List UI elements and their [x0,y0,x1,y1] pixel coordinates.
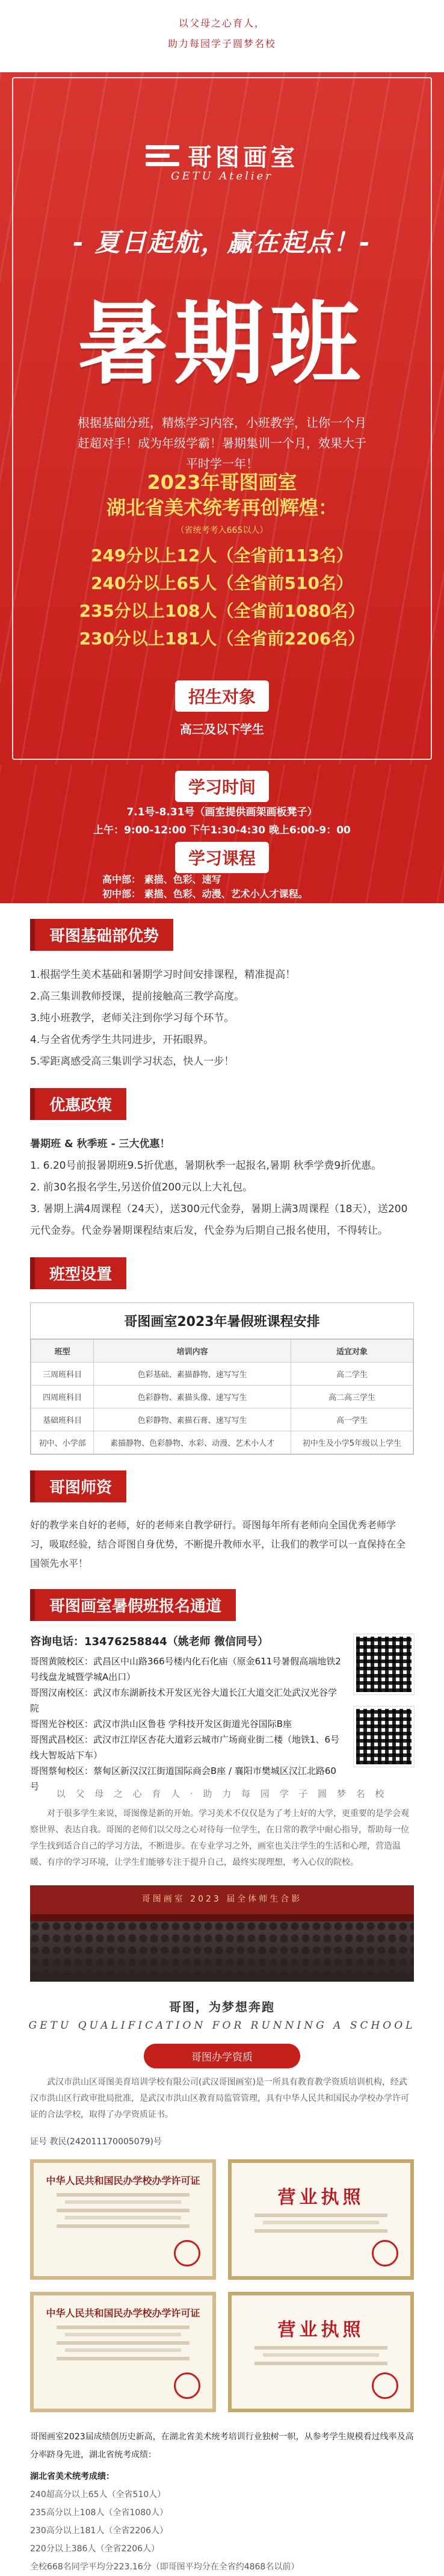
advantages-list [30,964,414,1072]
result-list [0,542,444,653]
business-license [228,2159,414,2280]
school-permit [30,2292,216,2412]
contact-section [0,1573,444,1634]
bottom-intro: 哥图画室2023届成绩创历史新高，在湖北省美术统考培训行业独树一帜，从参考学生规模看过线率及高分率跻身先进，湖北省统考成绩： [30,2432,414,2460]
policy-section [0,1072,444,1242]
result-item: 240分以上65人（全省前510名） [91,573,353,593]
seal-icon [372,2240,398,2266]
seal-icon [372,2372,398,2399]
table-cell: 三周班科目 [31,1363,94,1386]
bottom-results [0,2428,444,2576]
contact-lines [30,1634,343,1794]
wechat-qr-code[interactable] [354,1634,414,1694]
campus-address: 哥图武昌校区：武汉市江岸区杏花大道彩云城市广场商业街二楼（地铁1、6号线大智坂站下车） [30,1734,340,1761]
result-title-line-2: 湖北省美术统考再创辉煌： [106,496,338,519]
school-permit [30,2159,216,2280]
result-title [0,470,444,520]
bottom-sub: 湖北省美术统考成绩： [30,2472,114,2481]
result-item: 230分以上181人（全省前2206名） [79,629,365,649]
poster-intro: 根据基础分班，精炼学习内容，小班教学，让你一个月赶超对手！成为年级学霸！暑期集训一个月，效果大于平时学一年！ [78,415,366,471]
phone-row [30,1634,343,1650]
qualification-pill: 哥图办学资质 [144,2044,300,2068]
course-junior: 初中部： 素描、色彩、动漫、艺术小人才课程。 [102,888,308,900]
teachers-section [0,1455,444,1573]
table-cell: 色彩静物、素描石膏、速写写生 [94,1408,291,1431]
business-license [228,2292,414,2412]
summer-poster [0,72,444,765]
certificate-title: 中华人民共和国民办学校办学许可证 [46,2307,200,2319]
result-note: （省统考考入665以人） [176,526,268,535]
campus-address: 哥图蔡甸校区：蔡甸区新汉汉江街道国际商会B座 / 襄阳市樊城区汉江北路60号 [30,1766,336,1792]
table-row [31,1408,413,1431]
table-title: 哥图画室2023年暑假班课程安排 [31,1303,413,1339]
result-item: 235分以上108人（全省前1080名） [79,601,365,621]
list-item: 3. 暑期上满4周课程（24天），送300元代金券，暑期上满3周课程（18天），送200元代金券。代金券暑期课程结束后发，代金券为后期自己报名使用，不得转让。 [30,1203,408,1237]
table-row [31,1386,413,1408]
list-item: 235高分以上108人（全省1080人） [30,2508,168,2518]
course-label: 学习课程 [175,842,269,873]
seal-icon [174,2240,200,2266]
table-cell: 高二学生 [291,1363,413,1386]
motto [0,0,444,72]
motto-banner: 以 父 母 之 心 育 人 · 助 力 每 园 学 子 圆 梦 名 校 [56,1788,388,1799]
classes-section [0,1242,444,1302]
course-table [30,1302,414,1455]
certificate-title: 中华人民共和国民办学校办学许可证 [46,2175,200,2186]
seal-icon [174,2372,200,2399]
list-item: 5.零距离感受高三集训学习状态，快人一步！ [30,1056,235,1068]
list-item: 2. 前30名报名学生,另送价值200元以上大礼包。 [30,1181,253,1193]
policy-subtitle: 暑期班 & 秋季班 - 三大优惠！ [30,1138,170,1150]
logo [0,138,444,173]
table-cell: 初中生及小学5年级以上学生 [291,1431,413,1454]
group-photo-banner: 哥图画室 2023 届全体师生合影 [141,1894,303,1904]
list-item: 220分以上386人（全省2206人） [30,2544,160,2554]
table-cell: 色彩静物、素描头像、速写写生 [94,1386,291,1408]
table-cell: 四周班科目 [31,1386,94,1408]
list-item: 1.根据学生美术基础和暑期学习时间安排课程，精准提高！ [30,969,296,981]
contact-block [0,1634,444,1792]
wechat-qr-code-2[interactable] [354,1706,414,1767]
slogan: - 夏日起航，赢在起点！- [73,228,371,257]
result-item: 249分以上12人（全省前113名） [91,546,353,565]
story-text: 对于很多学生来说，哥图像是新的开始。学习美术不仅仅是为了考上好的大学，更重要的是学会观察世界、表达自我。哥图的老师们以父母之心对待每一位学生，在日常的教学中耐心指导，帮助每一位学生找到适合自己的学习方法，不断进步。在专业学习之外，画室也关注学生的生活和心理，营造温暖、有序的学习环境，让学生们能够专注于提升自己，最终实现理想，考入心仪的院校。 [30,1809,409,1867]
contact-header: 哥图画室暑假班报名通道 [30,1589,236,1621]
target-label: 招生对象 [175,680,269,712]
group-photo-crowd [30,1921,414,1982]
bottom-summary: 全校668名同学平均分223.16分（即哥图平均分在全省约4868名以前） [30,2562,300,2572]
policy-list [30,1155,414,1242]
list-item: 4.与全省优秀学生共同进步，开拓眼界。 [30,1034,214,1046]
table-cell: 基础班科目 [31,1408,94,1431]
list-item: 1. 6.20号前报暑期班9.5折优惠，暑期秋季一起报名,暑期 秋季学费9折优惠。 [30,1160,382,1172]
course-senior: 高中部： 素描、色彩、速写 [102,874,221,885]
list-item: 230高分以上181人（全省2206人） [30,2526,168,2536]
campus-address: 哥图光谷校区：武汉市洪山区鲁巷 学科技开发区街道光谷国际B座 [30,1719,292,1729]
teachers-header: 哥图师资 [30,1470,126,1502]
advantages-section [0,903,444,1072]
column-header: 班型 [31,1340,94,1363]
motto-line-2: 助力每园学子圆梦名校 [167,38,276,49]
certificate-id: 证号 教民(242011170005079)号 [30,2137,162,2147]
running-title: 哥图，为梦想奔跑 [169,2000,275,2014]
logo-subtitle: GETU Atelier [171,170,273,182]
campus-address: 哥图汉南校区：武汉市东湖新技术开发区光谷大道长江大道交汇处武汉光谷学院 [30,1687,338,1714]
certificate-title: 营业执照 [277,2319,365,2341]
policy-header: 优惠政策 [30,1088,126,1120]
motto-line-1: 以父母之心育人， [178,17,265,29]
table-cell: 高二高三学生 [291,1386,413,1408]
advantages-header: 哥图基础部优势 [30,919,173,951]
phone-label: 咨询电话： [30,1635,84,1648]
logo-icon [146,144,179,168]
table-header-row [31,1340,413,1363]
table-cell: 素描静物、色彩静物、水彩、动漫、艺术小人才 [94,1431,291,1454]
table-row [31,1431,413,1454]
time-slots: 上午：9:00-12:00 下午1:30-4:30 晚上6:00-9：00 [93,824,351,836]
poster-title: 暑期班 [77,292,366,397]
table-cell: 高一学生 [291,1408,413,1431]
column-header: 培训内容 [94,1340,291,1363]
certificate-title: 营业执照 [277,2187,365,2208]
phone-value[interactable]: 13476258844（姚老师 微信同号） [84,1635,269,1648]
list-item: 3.纯小班教学，老师关注到你学习每个环节。 [30,1012,235,1024]
time-label: 学习时间 [175,771,269,802]
campus-address: 哥图黄陂校区：武昌区中山路366号楼内化石化庙（原金611号暑假高端地铁2号线盘龙城暨学城A出口） [30,1656,341,1682]
time-range: 7.1号-8.31号（画室提供画架画板凳子） [126,806,318,818]
qualification-text: 武汉市洪山区哥图美育培训学校有限公司(武汉哥图画室)是一所具有教育教学资质培训机构，经武汉市洪山区行政审批局批准，是武汉市洪山区教育局监管管理，具有中华人民共和国民办学校办学许可证的合法学校，取得了办学资质证书。 [30,2077,409,2120]
classes-header: 班型设置 [30,1257,126,1289]
column-header: 适宜对象 [291,1340,413,1363]
certificate-grid [30,2159,414,2412]
course-table-grid [31,1339,413,1454]
table-cell: 初中、小学部 [31,1431,94,1454]
schedule-block [0,765,444,903]
result-title-line-1: 2023年哥图画室 [147,471,297,494]
list-item: 240超高分以上65人（全省510人） [30,2490,166,2500]
list-item: 2.高三集训教师授课，提前接触高三教学高度。 [30,991,245,1003]
running-subtitle: GETU QUALIFICATION FOR RUNNING A SCHOOL [28,2020,416,2032]
table-cell: 色彩基础、素描静物、速写写生 [94,1363,291,1386]
group-photo [30,1885,414,1982]
logo-text: 哥图画室 [188,144,298,172]
target-value: 高三及以下学生 [180,722,264,736]
teachers-text: 好的教学来自好的老师，好的老师来自教学研行。哥图每年所有老师向全国优秀老师学习，吸取经验，结合哥图自身优势，不断提升教师水平，让我们的教学可以一直保持在全国领先水平！ [30,1519,406,1569]
table-row [31,1363,413,1386]
